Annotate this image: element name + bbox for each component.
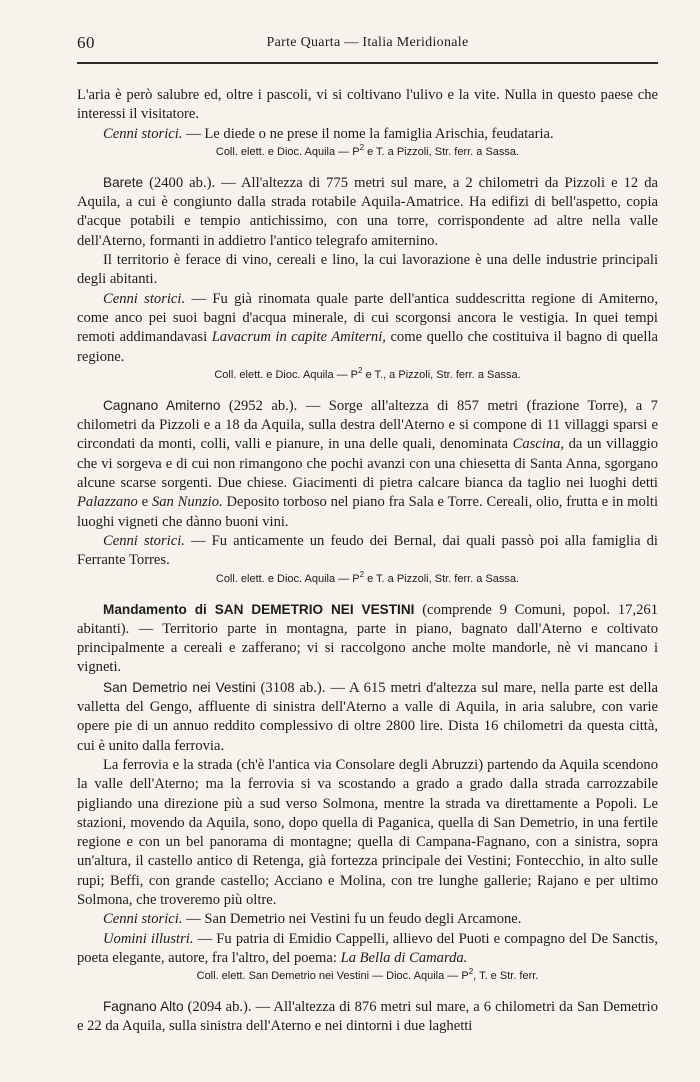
page-number: 60	[77, 33, 95, 52]
entry-cagnano-amiterno: Cagnano Amiterno (2952 ab.). — Sorge all'altezza di 857 metri (frazione Torre), a 7 chilometri da Pizzoli e a 18 da Aquila, sulla destra dell'Aterno e si compone di 11 villaggi sparsi e circondati da monti, colli, valli e pianure, in una delle quali, denominata Cascina, da un villaggio che vi sorgeva e di cui non rimangono che pochi avanzi con una chiesetta di Santa Anna, sgorgano alcune scarse sorgenti. Due chiese. Giacimenti di pietra calcare bianca da taglio nei luoghi detti Palazzano e San Nunzio. Deposito torboso nel piano fra Sala e Torre. Cereali, olio, frutta e in molti luoghi vigneti che dànno buoni vini.	[77, 397, 658, 530]
paragraph-territorio: Il territorio è ferace di vino, cereali e lino, la cui lavorazione è una delle industrie principali degli abitanti.	[77, 252, 658, 288]
paragraph-cenni-cagnano: Cenni storici. — Fu anticamente un feudo dei Bernal, dai quali passò poi alla famiglia di Ferrante Torres.	[77, 532, 658, 569]
paragraph-ferrovia: La ferrovia e la strada (ch'è l'antica via Consolare degli Abruzzi) partendo da Aquila scendono la valle dell'Aterno; ma la ferrovia si va scostando a grado a grado dalla strada carrozzabile pigliando una direzione più a sud verso Solmona, mentre la strada va direttamente a Popoli. Le stazioni, movendo da Aquila, sono, dopo quella di Paganica, quella di San Demetrio, in una fertile regione e con un bel panorama di montagne; quella di Campana-Fagnano, con a sinistra, sopra un'altura, il castello antico di Retenga, già fortezza principale dei Vestini; Fontecchio, in alto sulle rupi; Beffi, con grande castello; Acciano e Molina, con tre lunghe gallerie; Rajano e per ultimo Solmona, che troveremo più oltre.	[77, 756, 658, 908]
page-header	[77, 33, 658, 57]
note-pizzoli-3: Coll. elett. e Dioc. Aquila — $P^2$ e T. a Pizzoli, Str. ferr. a Sassa.	[215, 569, 520, 585]
entry-barete: Barete (2400 ab.). — All'altezza di 775 metri sul mare, a 2 chilometri da Pizzoli e 12 da Aquila, a cui è congiunto dalla strada rotabile Aquila-Amatrice. Ha edifizi di bell'aspetto, copia d'acque potabili e tempio antichissimo, con una torre, corrispondente ad altre nella valle dell'Aterno, formanti in addietro l'antico telegrafo amiternino.	[77, 174, 658, 249]
page-body	[77, 86, 658, 1037]
header-rule	[77, 62, 658, 64]
entry-san-demetrio: San Demetrio nei Vestini (3108 ab.). — A 615 metri d'altezza sul mare, nella parte est della valletta del Gengo, affluente di sinistra dell'Aterno a valle di Aquila, in aria salubre, con varie opere pie di un annuo reddito complessivo di oltre 2800 lire. Dista 16 chilometri da questa città, cui è unito dalla ferrovia.	[77, 679, 658, 754]
note-pizzoli-1: Coll. elett. e Dioc. Aquila — $P^2$ e T. a Pizzoli, Str. ferr. a Sassa.	[215, 142, 520, 158]
note-san-demetrio: Coll. elett. San Demetrio nei Vestini — Dioc. Aquila — $P^2$, T. e Str. ferr.	[196, 967, 539, 983]
entry-mandamento-san-demetrio: Mandamento di SAN DEMETRIO NEI VESTINI (comprende 9 Comuni, popol. 17,261 abitanti). — Territorio parte in montagna, parte in piano, bagnato dall'Aterno e coltivato principalmente a cereali e zafferano; vi si raccolgono anche molte mandorle, nè vi mancano i vigneti.	[77, 601, 658, 676]
running-title: Parte Quarta — Italia Meridionale	[266, 35, 469, 50]
paragraph-intro: L'aria è però salubre ed, oltre i pascoli, vi si coltivano l'ulivo e la vite. Nulla in questo paese che interessi il visitatore.	[77, 87, 658, 123]
paragraph-uomini-illustri: Uomini illustri. — Fu patria di Emidio Cappelli, allievo del Puoti e compagno del De Sanctis, poeta elegante, autore, fra l'altro, del poema: La Bella di Camarda.	[77, 930, 658, 966]
paragraph-cenni-arischia: Cenni storici. — Le diede o ne prese il nome la famiglia Arischia, feudataria.	[103, 125, 554, 142]
paragraph-cenni-barete: Cenni storici. — Fu già rinomata quale parte dell'antica suddescritta regione di Amiterno, come anco pei suoi bagni d'acqua minerale, di cui scorgonsi ancora le vestigia. In quei tempi remoti addimandavasi Lavacrum in capite Amiterni, come quello che costituiva il bagno di quella regione.	[77, 290, 658, 365]
entry-fagnano-alto: Fagnano Alto (2094 ab.). — All'altezza di 876 metri sul mare, a 6 chilometri da San Demetrio e 22 da Aquila, sulla sinistra dell'Aterno e nei dintorni i due laghetti	[77, 999, 658, 1035]
note-pizzoli-2: Coll. elett. e Dioc. Aquila — $P^2$ e T., a Pizzoli, Str. ferr. a Sassa.	[214, 365, 521, 381]
paragraph-cenni-san-demetrio: Cenni storici. — San Demetrio nei Vestini fu un feudo degli Arcamone.	[103, 911, 522, 928]
